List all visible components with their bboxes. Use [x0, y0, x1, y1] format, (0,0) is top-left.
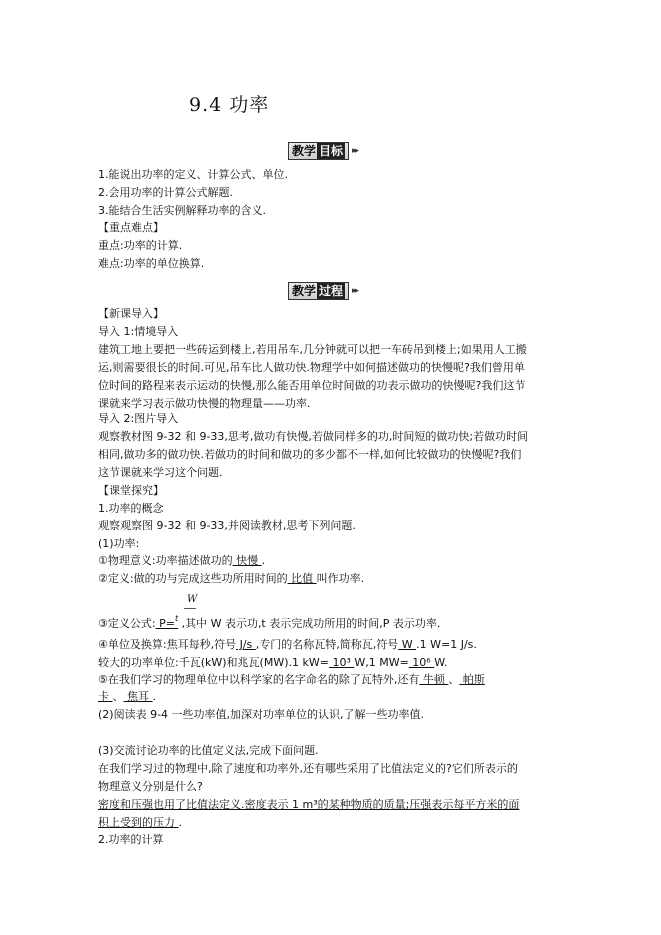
text: ③定义公式:	[98, 617, 156, 630]
item-scientists-cont	[98, 690, 156, 703]
text: 、	[112, 690, 124, 703]
intro2-line: 观察教材图 9-32 和 9-33,思考,做功有快慢,若做同样多的功,时间短的做功快;若做功时间	[98, 430, 529, 443]
banner-word: 教学	[292, 143, 317, 158]
question-3-line: 物理意义分别是什么?	[98, 780, 203, 793]
section2-title: 2.功率的计算	[98, 833, 164, 846]
item-units	[98, 638, 477, 651]
arrow-icon: ▸▸	[352, 285, 358, 296]
fraction-bar	[184, 608, 196, 609]
answer-blank: W	[398, 638, 417, 651]
arrow-icon: ▸▸	[352, 145, 358, 156]
text: .1 W=1 J/s.	[416, 638, 477, 651]
answer-blank: 积上受到的压力	[98, 816, 179, 829]
section1-intro: 观察观察图 9-32 和 9-33,并阅读教材,思考下列问题.	[98, 519, 356, 532]
item-scientists	[98, 673, 485, 686]
item-units-large	[98, 656, 447, 669]
text: ①物理意义:功率描述做功的	[98, 554, 233, 567]
intro1-line: 课就来学习表示做功快慢的物理量——功率.	[98, 397, 311, 410]
item-meaning	[98, 554, 265, 567]
page-title: 9.4 功率	[189, 94, 270, 116]
intro1-title: 导入 1:情境导入	[98, 325, 179, 338]
explore-heading: 【课堂探究】	[98, 484, 164, 497]
answer-blank: 焦耳	[123, 690, 153, 703]
text: ②定义:做的功与完成这些功所用时间的	[98, 572, 288, 585]
answer-blank: 卡	[98, 690, 113, 703]
banner-word-highlight: 过程	[319, 283, 344, 298]
text: .	[261, 554, 266, 567]
text: 、	[448, 673, 460, 686]
question-2: (2)阅读表 9-4 一些功率值,加深对功率单位的认识,了解一些功率值.	[98, 708, 425, 721]
answer-line	[98, 798, 519, 811]
answer-line-2	[98, 816, 182, 829]
answer-blank	[155, 614, 179, 630]
answer-blank: 10³	[328, 656, 355, 669]
intro2-line: 相同,做功多的做功快.若做功的时间和做功的多少都不一样,如何比较做功的快慢呢?我们	[98, 448, 522, 461]
formula-denominator: t	[174, 614, 179, 623]
intro1-line: 运,则需要很长的时间.可见,吊车比人做功快.物理学中如何描述做功的快慢呢?我们曾用单	[98, 361, 525, 374]
text: W,1 MW=	[354, 656, 409, 669]
banner-word-highlight: 目标	[319, 143, 344, 158]
intro2-title: 导入 2:图片导入	[98, 412, 179, 425]
formula-numerator: W	[187, 594, 198, 605]
intro2-line: 这节课就来学习这个问题.	[98, 466, 223, 479]
answer-blank: 密度和压强也用了比值法定义.密度表示 1 m³的某种物质的质量;压强表示每平方米的面	[98, 798, 520, 811]
banner-word: 教学	[292, 283, 317, 298]
text: ,专门的名称瓦特,简称瓦,符号	[255, 638, 399, 651]
formula-lhs: P=	[155, 617, 175, 630]
key-heading: 【重点难点】	[98, 221, 164, 234]
answer-blank: 比值	[287, 572, 317, 585]
text: ④单位及换算:焦耳每秒,符号	[98, 638, 237, 651]
banner-teaching-goals	[288, 140, 357, 160]
section1-title: 1.功率的概念	[98, 502, 164, 515]
text: 较大的功率单位:千瓦(kW)和兆瓦(MW).1 kW=	[98, 656, 329, 669]
text: .	[178, 816, 182, 829]
intro1-line: 位时间的路程来表示运动的快慢,那么能否用单位时间做的功表示做功的快慢呢?我们这节	[98, 379, 526, 392]
banner-teaching-process	[288, 280, 357, 300]
answer-blank: 帕斯	[459, 673, 485, 686]
item-formula	[98, 612, 440, 630]
text: ,其中 W 表示功,t 表示完成功所用的时间,P 表示功率.	[178, 617, 441, 630]
goal-2: 2.会用功率的计算公式解题.	[98, 186, 233, 199]
text: W.	[434, 656, 448, 669]
answer-blank: 牛顿	[419, 673, 449, 686]
text: 叫作功率.	[316, 572, 365, 585]
goal-1: 1.能说出功率的定义、计算公式、单位.	[98, 168, 288, 181]
answer-blank: 快慢	[232, 554, 262, 567]
difficult-point: 难点:功率的单位换算.	[98, 257, 205, 270]
question-3-line: 在我们学习过的物理中,除了速度和功率外,还有哪些采用了比值法定义的?它们所表示的	[98, 762, 518, 775]
text: .	[152, 690, 156, 703]
question-1: (1)功率:	[98, 537, 140, 550]
new-heading: 【新课导入】	[98, 307, 164, 320]
goal-3: 3.能结合生活实例解释功率的含义.	[98, 204, 266, 217]
key-point: 重点:功率的计算.	[98, 239, 183, 252]
item-definition	[98, 572, 364, 585]
intro1-line: 建筑工地上要把一些砖运到楼上,若用吊车,几分钟就可以把一车砖吊到楼上;如果用人工搬	[98, 343, 527, 356]
question-3: (3)交流讨论功率的比值定义法,完成下面问题.	[98, 744, 319, 757]
answer-blank: 10⁶	[408, 656, 435, 669]
answer-blank: J/s	[236, 638, 256, 651]
text: ⑤在我们学习的物理单位中以科学家的名字命名的除了瓦特外,还有	[98, 673, 420, 686]
